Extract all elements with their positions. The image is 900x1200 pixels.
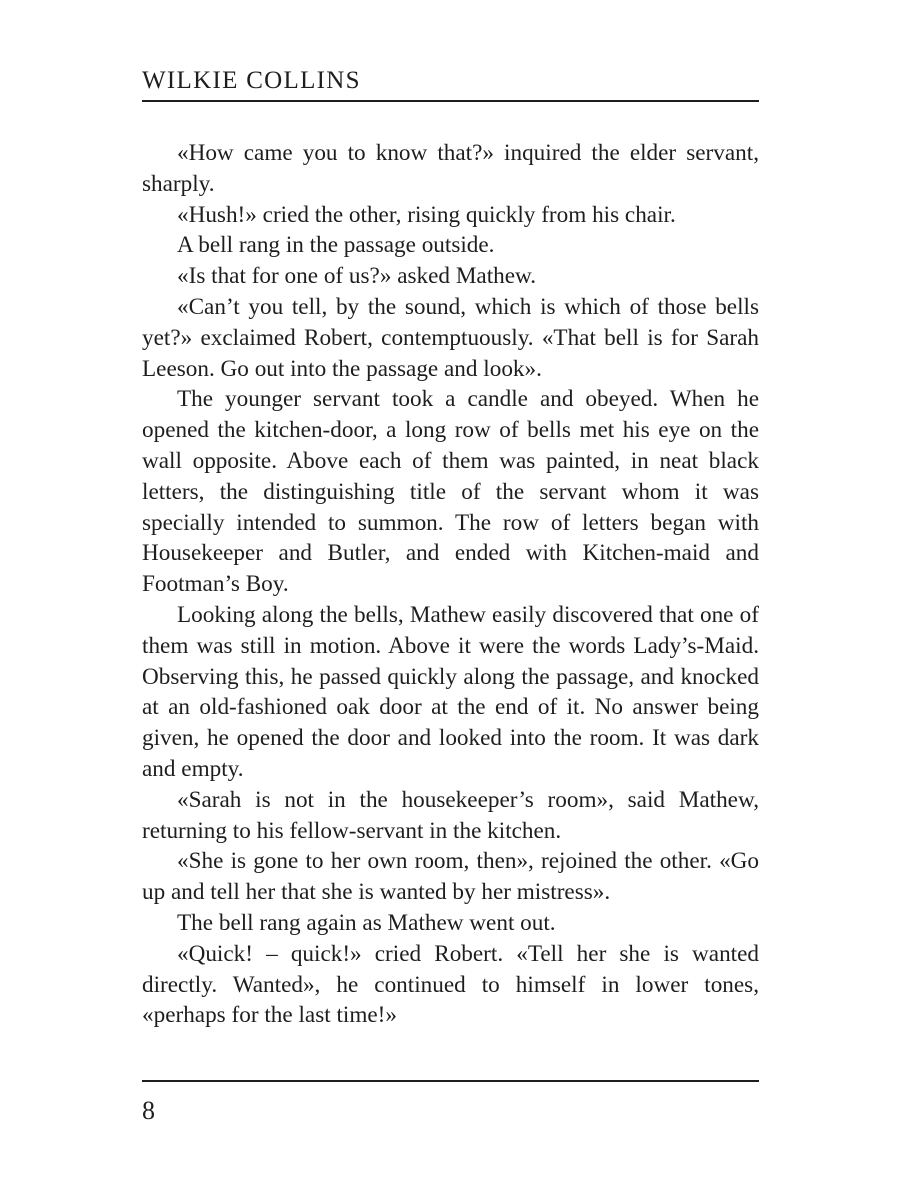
paragraph: A bell rang in the passage outside. xyxy=(177,232,495,259)
page-number: 8 xyxy=(142,1096,155,1125)
page-body xyxy=(142,138,759,1031)
header-rule xyxy=(142,100,759,102)
paragraph: «Is that for one of us?» asked Mathew. xyxy=(177,263,537,290)
paragraph: «Hush!» cried the other, rising quickly from his chair. xyxy=(177,201,676,228)
paragraph: «Quick! – quick!» cried Robert. «Tell her she is wanted directly. Wanted», he continued to himself in lower tones, «perhaps for the last time!» xyxy=(142,940,759,1029)
paragraph: «How came you to know that?» inquired the elder servant, sharply. xyxy=(142,140,759,197)
paragraph: The younger servant took a candle and obeyed. When he opened the kitchen-door, a long row of bells met his eye on the wall opposite. Above each of them was painted, in neat black letters, the distinguishing title of the servant whom it was specially intended to summon. The row of letters began with Housekeeper and Butler, and ended with Kitchen-maid and Footman’s Boy. xyxy=(142,386,759,598)
paragraph: «She is gone to her own room, then», rejoined the other. «Go up and tell her that she is wanted by her mistress». xyxy=(142,848,759,906)
paragraph: «Sarah is not in the housekeeper’s room», said Mathew, returning to his fellow-servant in the kitchen. xyxy=(142,786,759,844)
running-head-title: WILKIE COLLINS xyxy=(142,67,361,94)
footer-rule xyxy=(142,1080,759,1082)
paragraph: «Can’t you tell, by the sound, which is which of those bells yet?» exclaimed Robert, contemptuously. «That bell is for Sarah Leeson. Go out into the passage and look». xyxy=(142,293,759,382)
paragraph: The bell rang again as Mathew went out. xyxy=(177,909,556,936)
paragraph: Looking along the bells, Mathew easily discovered that one of them was still in motion. Above it were the words Lady’s-Maid. Observing this, he passed quickly along the passage, and knocked at an old-fashioned oak door at the end of it. No answer being given, he opened the door and looked into the room. It was dark and empty. xyxy=(142,601,759,782)
